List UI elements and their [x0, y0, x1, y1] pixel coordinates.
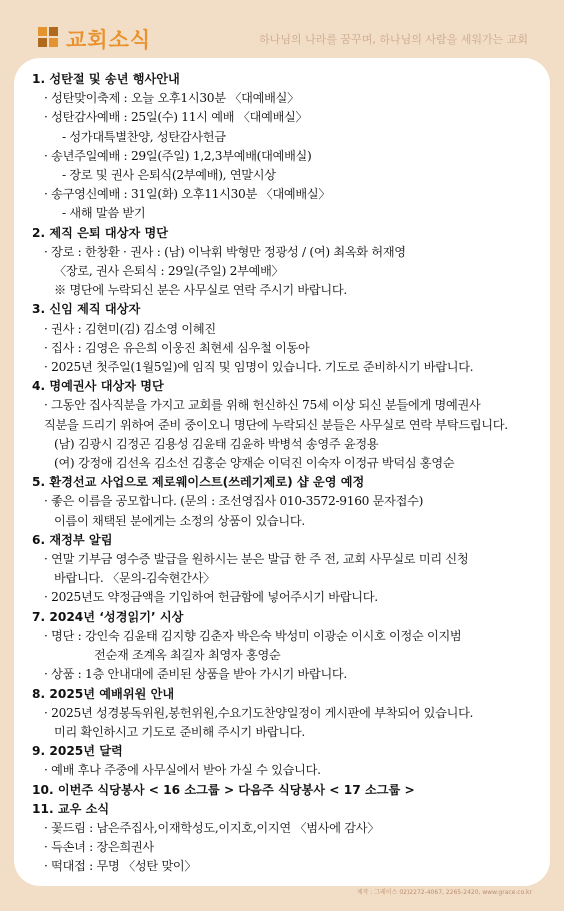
notice-line: (남) 김광시 김정곤 김용성 김윤태 김윤하 박병석 송영주 윤정용	[54, 436, 379, 451]
notice-line: · 성탄맞이축제 : 오늘 오후1시30분 〈대예배실〉	[44, 91, 299, 106]
section-title: 1. 성탄절 및 송년 행사안내	[32, 72, 180, 86]
notice-line: · 권사 : 김현미(김) 김소영 이혜진	[44, 321, 216, 336]
notice-line: · 연말 기부금 영수증 발급을 원하시는 분은 발급 한 주 전, 교회 사무실로 미리 신청	[44, 552, 469, 567]
section-title: 2. 제직 은퇴 대상자 명단	[32, 225, 169, 240]
notice-line: 전순재 조계옥 최길자 최영자 홍영순	[94, 648, 281, 663]
notice-content	[32, 70, 532, 877]
notice-line: · 2025년 성경봉독위원,봉헌위원,수요기도찬양일정이 게시판에 부착되어 있습니다.	[44, 705, 474, 720]
notice-line: · 예배 후나 주중에 사무실에서 받아 가실 수 있습니다.	[44, 763, 321, 778]
page-title: 교회소식	[66, 28, 152, 52]
notice-line: - 성가대특별찬양, 성탄감사헌금	[62, 129, 226, 144]
section-title: 7. 2024년 ‘성경읽기’ 시상	[32, 609, 184, 624]
notice-line: · 송년주일예배 : 29일(주일) 1,2,3부예배(대예배실)	[44, 148, 312, 163]
notice-line: ※ 명단에 누락되신 분은 사무실로 연락 주시기 바랍니다.	[54, 283, 347, 298]
notice-line: - 새해 말씀 받기	[62, 206, 146, 221]
notice-line: · 성탄감사예배 : 25일(수) 11시 예배 〈대예배실〉	[44, 110, 308, 125]
notice-line: · 좋은 이름을 공모합니다. (문의 : 조선영집사 010-3572-9160 문자접수)	[44, 494, 424, 509]
page-header	[0, 0, 564, 58]
notice-line: · 송구영신예배 : 31일(화) 오후11시30분 〈대예배실〉	[44, 187, 331, 202]
notice-line: 이름이 채택된 분에게는 소정의 상품이 있습니다.	[54, 513, 305, 528]
section-title: 5. 환경선교 사업으로 제로웨이스트(쓰레기제로) 샵 운영 예정	[32, 475, 365, 490]
section-title: 3. 신임 제직 대상자	[32, 302, 141, 317]
notice-line: 직분을 드리기 위하여 준비 중이오니 명단에 누락되신 분들은 사무실로 연락 부탁드립니다.	[44, 417, 508, 432]
footer-credit: 제작 : 그레이스 02)2272-4067, 2265-2420, www.grace.co.kr	[356, 889, 532, 896]
section-title: 6. 재정부 알림	[32, 532, 113, 547]
notice-line: · 떡대접 : 무명 〈성탄 맞이〉	[44, 859, 197, 874]
church-slogan: 하나님의 나라를 꿈꾸며, 하나님의 사람을 세워가는 교회	[259, 33, 528, 46]
notice-line: · 장로 : 한창환 · 권사 : (남) 이낙휘 박형만 정광성 / (여) 최옥화 허재영	[44, 244, 406, 259]
notice-line: · 꽃드림 : 남은주집사,이재학성도,이지호,이지연 〈범사에 감사〉	[44, 820, 380, 835]
notice-line: 〈장로, 권사 은퇴식 : 29일(주일) 2부예배〉	[54, 264, 284, 279]
notice-line: (여) 강정애 김선옥 김소선 김홍순 양재순 이덕진 이숙자 이정규 박덕심 홍영순	[54, 456, 455, 471]
section-title: 9. 2025년 달력	[32, 744, 123, 759]
notice-line: · 상품 : 1층 안내대에 준비된 상품을 받아 가시기 바랍니다.	[44, 667, 347, 682]
notice-line: · 명단 : 강인숙 김윤태 김지향 김춘자 박은숙 박성미 이광순 이시호 이정순 이지범	[44, 628, 462, 643]
section-title: 4. 명예권사 대상자 명단	[32, 379, 164, 394]
notice-line: 바랍니다. 〈문의-김숙현간사〉	[54, 571, 215, 586]
section-title: 10. 이번주 식당봉사 < 16 소그룹 > 다음주 식당봉사 < 17 소그룹 >	[32, 782, 415, 797]
section-title: 8. 2025년 예배위원 안내	[32, 686, 175, 701]
notice-line: - 장로 및 권사 은퇴식(2부예배), 연말시상	[62, 168, 276, 183]
notice-line: · 득손녀 : 장은희권사	[44, 840, 154, 855]
notice-line: · 집사 : 김영은 유은희 이웅진 최현세 심우철 이동아	[44, 340, 310, 355]
logo-icon	[38, 27, 59, 48]
notice-line: · 2025년도 약정금액을 기입하여 헌금함에 넣어주시기 바랍니다.	[44, 590, 378, 605]
notice-line: · 2025년 첫주일(1월5일)에 임직 및 임명이 있습니다. 기도로 준비하시기 바랍니다.	[44, 360, 474, 375]
section-title: 11. 교우 소식	[32, 801, 110, 816]
notice-line: · 그동안 집사직분을 가지고 교회를 위해 헌신하신 75세 이상 되신 분들에게 명예권사	[44, 398, 481, 413]
notice-line: 미리 확인하시고 기도로 준비해 주시기 바랍니다.	[54, 724, 305, 739]
